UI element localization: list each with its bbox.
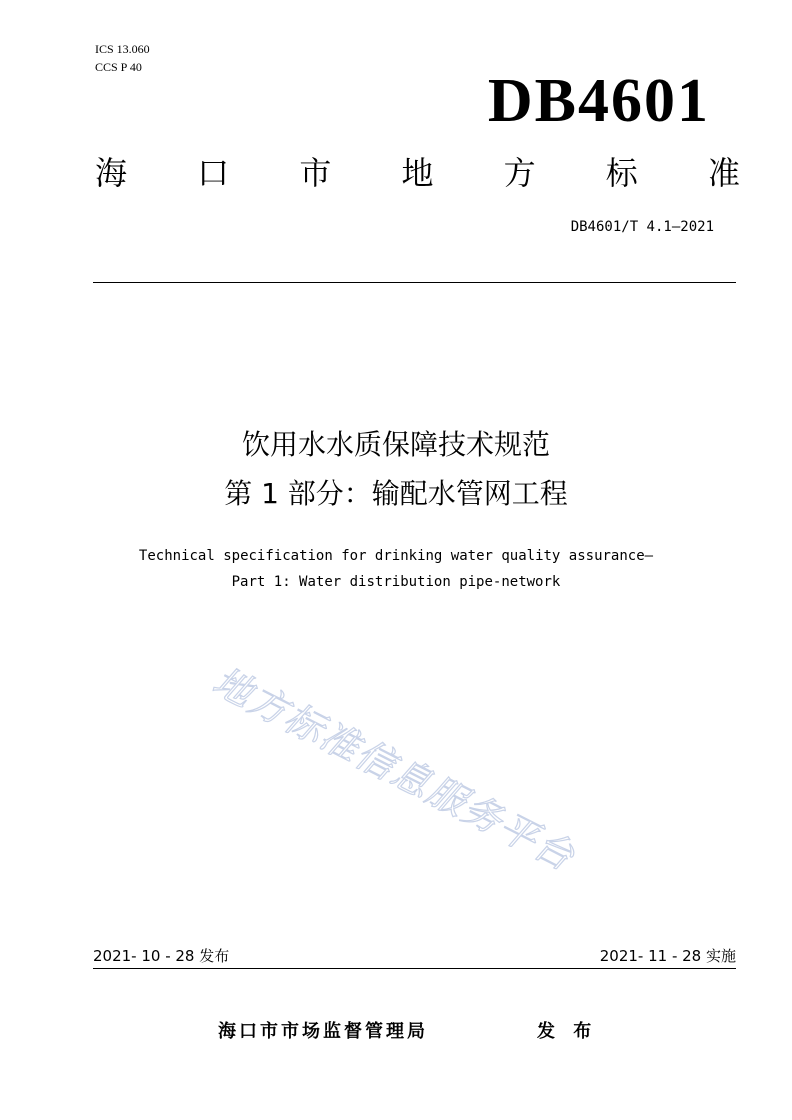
standard-type-char: 海 [95, 154, 128, 192]
watermark [200, 650, 670, 890]
document-number: DB4601/T 4.1—2021 [570, 219, 714, 235]
title-english-line1: Technical specification for drinking water quality assurance— [138, 548, 654, 564]
standard-code-large: DB4601 [487, 67, 710, 135]
classification-codes [95, 40, 150, 76]
date-divider [93, 968, 736, 969]
standard-type-char: 口 [197, 154, 230, 192]
header-divider [93, 282, 736, 283]
ccs-code: CCS P 40 [95, 60, 142, 74]
standard-type-char: 准 [707, 154, 740, 192]
title-chinese-line2: 第 1 部分：输配水管网工程 [224, 477, 568, 510]
standard-type-char: 标 [605, 154, 638, 192]
title-chinese-line1: 饮用水水质保障技术规范 [241, 428, 550, 461]
standard-type-char: 市 [299, 154, 332, 192]
standard-type-heading [95, 152, 740, 194]
date-row [93, 945, 736, 967]
standard-type-char: 方 [503, 154, 536, 192]
standard-type-char: 地 [401, 154, 434, 192]
title-english-line2: Part 1: Water distribution pipe-network [231, 574, 561, 590]
release-date: 2021- 10 - 28 发布 [93, 947, 230, 965]
watermark-text: 地方标准信息服务平台 [205, 658, 583, 880]
ics-code: ICS 13.060 [95, 42, 150, 56]
implement-date: 2021- 11 - 28 实施 [599, 947, 736, 965]
issuing-authority: 海口市市场监督管理局 [218, 1021, 428, 1042]
issue-label: 发 布 [537, 1021, 598, 1042]
